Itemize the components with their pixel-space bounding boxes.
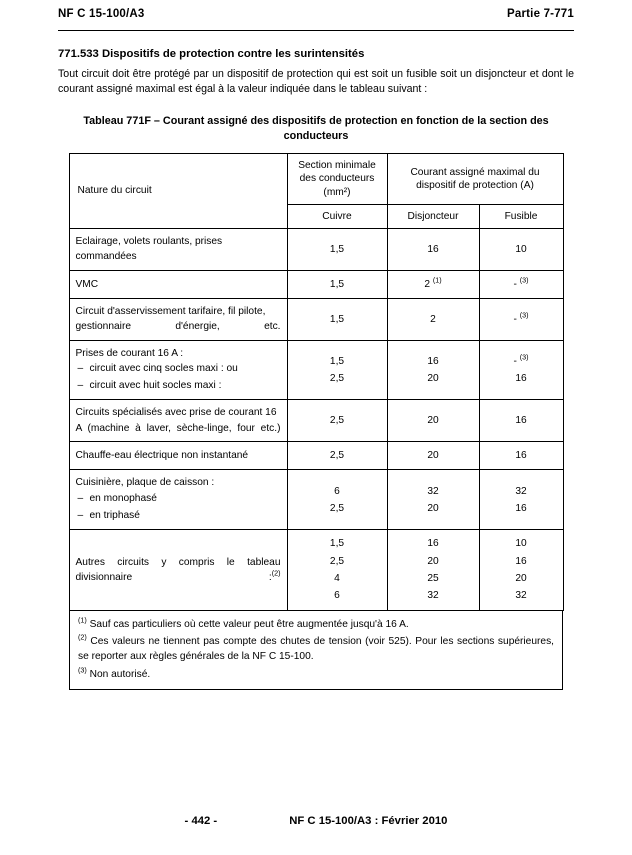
page-footer — [58, 815, 574, 827]
row-disjoncteur: 20 — [387, 442, 479, 470]
fusible-line-1: - $^{(3)}$ — [513, 352, 529, 367]
header-fusible: Fusible — [479, 204, 563, 228]
table-row — [69, 400, 563, 442]
dash-bullet: – — [77, 379, 84, 391]
row-nature — [69, 340, 287, 400]
row-fusible: - $^{(3)}$ — [479, 270, 563, 298]
row-sub-item: – en monophasé — [76, 491, 281, 508]
row-fusible: 10 16 20 32 — [479, 530, 563, 610]
footnote: $^{(2)}$ Ces valeurs ne tiennent pas compte des chutes de tension (voir 525). Pour les sections supérieures, se reporter aux règles générales de la NF C 15-100. — [78, 632, 554, 663]
row-nature-label: Cuisinière, plaque de caisson : — [75, 477, 215, 489]
footnote-marker: (1) — [78, 615, 87, 625]
row-sub-item: – circuit avec huit socles maxi : — [76, 378, 281, 395]
section-title: 771.533 Dispositifs de protection contre les surintensités — [58, 48, 365, 60]
table-row — [69, 530, 563, 610]
page-content — [58, 48, 574, 690]
row-disjoncteur: 2 $^{(1)}$ — [387, 270, 479, 298]
row-fusible: 10 — [479, 229, 563, 271]
row-disjoncteur: 16 20 25 32 — [387, 530, 479, 610]
note-ref: (3) — [519, 275, 529, 285]
row-fusible: 16 — [479, 400, 563, 442]
row-nature-label: Prises de courant 16 A : — [75, 347, 184, 359]
table-row — [69, 270, 563, 298]
section-intro-text: Tout circuit doit être protégé par un dispositif de protection qui est soit un fusible soit un disjoncteur et dont le courant assigné maximal est égal à la valeur indiquée dans le tableau suivant : — [58, 68, 574, 96]
header-disjoncteur: Disjoncteur — [387, 204, 479, 228]
row-cuivre: 1,5 — [287, 298, 387, 340]
footnote-marker: (2) — [78, 632, 87, 642]
table-row — [69, 298, 563, 340]
table-header-row-1 — [69, 154, 563, 205]
dash-bullet: – — [77, 492, 84, 504]
table-row — [69, 470, 563, 530]
footnote-marker: (3) — [78, 665, 87, 675]
table-row — [69, 229, 563, 271]
header-section-min: Section minimale des conducteurs (mm²) — [287, 154, 387, 205]
row-nature: Eclairage, volets roulants, prises commandées — [69, 229, 287, 271]
footnote: $^{(1)}$ Sauf cas particuliers où cette valeur peut être augmentée jusqu'à 16 A. — [78, 615, 409, 630]
row-fusible: - $^{(3)}$ 16 — [479, 340, 563, 400]
header-standard-ref: NF C 15-100/A3 — [58, 8, 145, 20]
row-nature-label: Autres circuits y compris le tableau divisionnaire :$^{(2)}$ — [75, 556, 281, 584]
page-header — [58, 8, 574, 20]
row-cuivre: 2,5 — [287, 442, 387, 470]
row-cuivre: 6 2,5 — [287, 470, 387, 530]
row-cuivre: 1,5 2,5 — [287, 340, 387, 400]
table-body — [69, 229, 563, 611]
note-ref: (2) — [271, 568, 281, 578]
row-cuivre: 1,5 — [287, 229, 387, 271]
row-nature: Chauffe-eau électrique non instantané — [69, 442, 287, 470]
dash-bullet: – — [77, 509, 84, 521]
header-divider — [58, 30, 574, 31]
table-footnotes — [69, 611, 563, 690]
page-number: - 442 - — [184, 815, 218, 827]
note-ref: (3) — [519, 352, 529, 362]
row-fusible: 16 — [479, 442, 563, 470]
note-ref: (3) — [519, 310, 529, 320]
row-fusible: - $^{(3)}$ — [479, 298, 563, 340]
dash-bullet: – — [77, 362, 84, 374]
protection-devices-table — [69, 153, 564, 611]
row-cuivre: 1,5 — [287, 270, 387, 298]
row-disjoncteur: 16 — [387, 229, 479, 271]
row-nature: Circuit d'asservissement tarifaire, fil pilote, gestionnaire d'énergie, etc. — [69, 298, 287, 340]
row-nature: Circuits spécialisés avec prise de courant 16 A (machine à laver, sèche-linge, four etc.) — [69, 400, 287, 442]
footnote: $^{(3)}$ Non autorisé. — [78, 665, 151, 680]
row-nature — [69, 470, 287, 530]
header-part-ref: Partie 7-771 — [507, 8, 574, 20]
row-cuivre: 2,5 — [287, 400, 387, 442]
header-nature: Nature du circuit — [69, 154, 287, 229]
table-caption: Tableau 771F – Courant assigné des dispositifs de protection en fonction de la section des conducteurs — [83, 114, 549, 143]
row-cuivre: 1,5 2,5 4 6 — [287, 530, 387, 610]
table-row — [69, 340, 563, 400]
row-nature — [69, 530, 287, 610]
footer-reference: NF C 15-100/A3 : Février 2010 — [289, 815, 448, 827]
header-cuivre: Cuivre — [287, 204, 387, 228]
row-disjoncteur: 2 — [387, 298, 479, 340]
table-header — [69, 154, 563, 229]
row-fusible: 32 16 — [479, 470, 563, 530]
row-sub-item: – circuit avec cinq socles maxi : ou — [76, 361, 281, 378]
note-ref: (1) — [432, 275, 442, 285]
row-nature: VMC — [69, 270, 287, 298]
table-row — [69, 442, 563, 470]
row-disjoncteur: 32 20 — [387, 470, 479, 530]
row-disjoncteur: 20 — [387, 400, 479, 442]
header-courant-max: Courant assigné maximal du dispositif de protection (A) — [387, 154, 563, 205]
row-sub-item: – en triphasé — [76, 508, 281, 525]
row-disjoncteur: 16 20 — [387, 340, 479, 400]
